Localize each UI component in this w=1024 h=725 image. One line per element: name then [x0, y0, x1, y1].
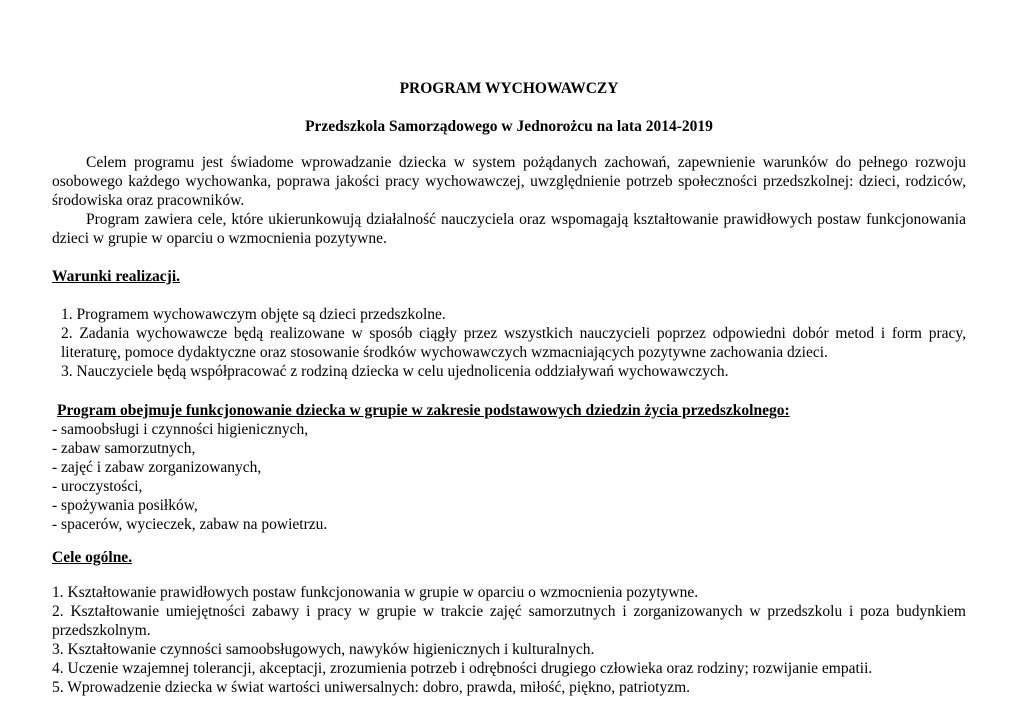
goals-list — [52, 583, 966, 697]
list-item: - uroczystości, — [52, 478, 143, 495]
list-item: 3. Kształtowanie czynności samoobsługowych, nawyków higienicznych i kulturalnych. — [52, 641, 595, 658]
conditions-list — [61, 305, 966, 381]
list-item: - zajęć i zabaw zorganizowanych, — [52, 459, 262, 476]
document-title: PROGRAM WYCHOWAWCZY — [399, 80, 619, 97]
list-item: - zabaw samorzutnych, — [52, 440, 196, 457]
list-item: - spacerów, wycieczek, zabaw na powietrzu. — [52, 516, 328, 533]
list-item: 3. Nauczyciele będą współpracować z rodziną dziecka w celu ujednolicenia oddziaływań wychowawczych. — [61, 363, 729, 380]
intro-paragraph-1: Celem programu jest świadome wprowadzanie dziecka w system pożądanych zachowań, zapewnienie warunków do pełnego rozwoju osobowego każdego wychowanka, poprawa jakości pracy wychowawczej, uwzględnienie potrzeb społeczności przedszkolnej: dzieci, rodziców, środowiska oraz pracowników. — [52, 154, 966, 209]
list-item: 5. Wprowadzenie dziecka w świat wartości uniwersalnych: dobro, prawda, miłość, piękno, patriotyzm. — [52, 679, 691, 696]
list-item: 1. Programem wychowawczym objęte są dzieci przedszkolne. — [61, 306, 446, 323]
document-subtitle: Przedszkola Samorządowego w Jednorożcu na lata 2014-2019 — [305, 118, 713, 135]
scope-list — [52, 420, 966, 534]
list-item: 2. Zadania wychowawcze będą realizowane w sposób ciągły przez wszystkich nauczycieli poprzez odpowiedni dobór metod i form pracy, literaturę, pomoce dydaktyczne oraz stosowanie środków wychowawczych wzmacniających pozytywne zachowania dzieci. — [61, 325, 966, 361]
goals-heading: Cele ogólne. — [52, 549, 133, 566]
intro-paragraph-2: Program zawiera cele, które ukierunkowują działalność nauczyciela oraz wspomagają kształtowanie prawidłowych postaw funkcjonowania dzieci w grupie w oparciu o wzmocnienia pozytywne. — [52, 211, 966, 247]
list-item: 4. Uczenie wzajemnej tolerancji, akceptacji, zrozumienia potrzeb i odrębności drugiego człowieka oraz rodziny; rozwijanie empatii. — [52, 660, 873, 677]
scope-heading: Program obejmuje funkcjonowanie dziecka w grupie w zakresie podstawowych dziedzin życia przedszkolnego: — [57, 402, 790, 419]
list-item: 1. Kształtowanie prawidłowych postaw funkcjonowania w grupie w oparciu o wzmocnienia pozytywne. — [52, 584, 699, 601]
conditions-heading: Warunki realizacji. — [52, 268, 181, 285]
list-item: - samoobsługi i czynności higienicznych, — [52, 421, 309, 438]
list-item: 2. Kształtowanie umiejętności zabawy i pracy w grupie w trakcie zajęć samorzutnych i zorganizowanych w przedszkolu i poza budynkiem przedszkolnym. — [52, 603, 966, 639]
list-item: - spożywania posiłków, — [52, 497, 198, 514]
